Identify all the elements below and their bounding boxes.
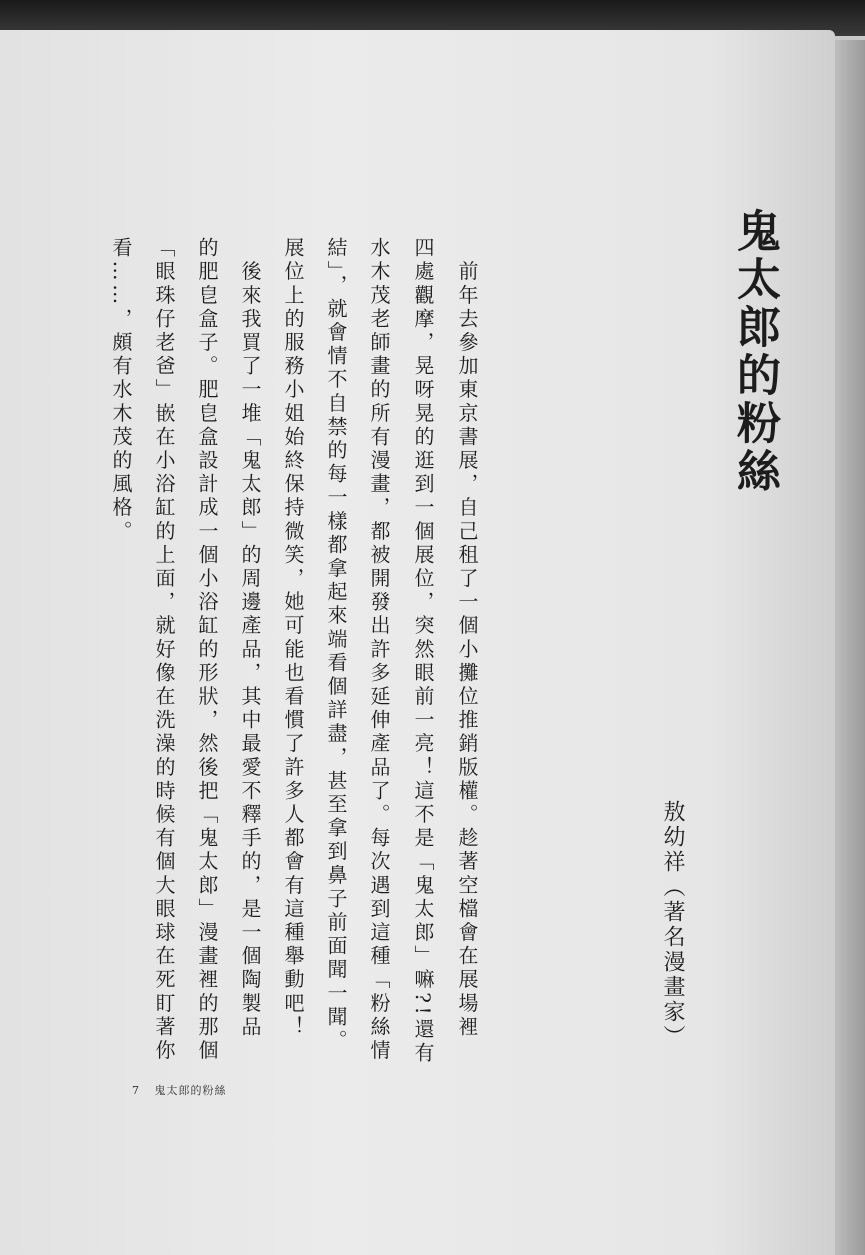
page-number: 7 xyxy=(132,1084,140,1097)
body-line-4: 結」，就會情不自禁的每一樣都拿起來端看個詳盡，甚至拿到鼻子前面聞一聞。 xyxy=(324,237,348,1053)
body-line-6: 後來我買了一堆「鬼太郎」的周邊產品，其中最愛不釋手的，是一個陶製品 xyxy=(238,237,262,1040)
body-line-9: 看……，頗有水木茂的風格。 xyxy=(109,237,133,544)
body-line-3: 水木茂老師畫的所有漫畫，都被開發出許多延伸產品了。每次遇到這種「粉絲情 xyxy=(367,237,391,1063)
page-footer xyxy=(132,1082,237,1098)
running-title: 鬼太郎的粉絲 xyxy=(154,1084,227,1097)
body-line-8: 「眼珠仔老爸」嵌在小浴缸的上面，就好像在洗澡的時候有個大眼球在死盯著你 xyxy=(152,237,176,1063)
body-line-2: 四處觀摩，晃呀晃的逛到一個展位，突然眼前一亮！這不是「鬼太郎」嘛?!還有 xyxy=(411,237,435,1066)
page-edge xyxy=(835,40,865,1255)
body-line-7: 的肥皀盒子。肥皀盒設計成一個小浴缸的形狀，然後把「鬼太郎」漫畫裡的那個 xyxy=(195,237,219,1063)
article-title: 鬼太郎的粉絲 xyxy=(729,208,780,496)
body-line-1: 前年去參加東京書展，自己租了一個小攤位推銷版權。趁著空檔會在展場裡 xyxy=(455,237,479,1040)
author-credit: 敖幼祥（著名漫畫家） xyxy=(660,800,685,1050)
book-page xyxy=(0,30,835,1255)
body-line-5: 展位上的服務小姐始終保持微笑，她可能也看慣了許多人都會有這種舉動吧！ xyxy=(281,237,305,1040)
